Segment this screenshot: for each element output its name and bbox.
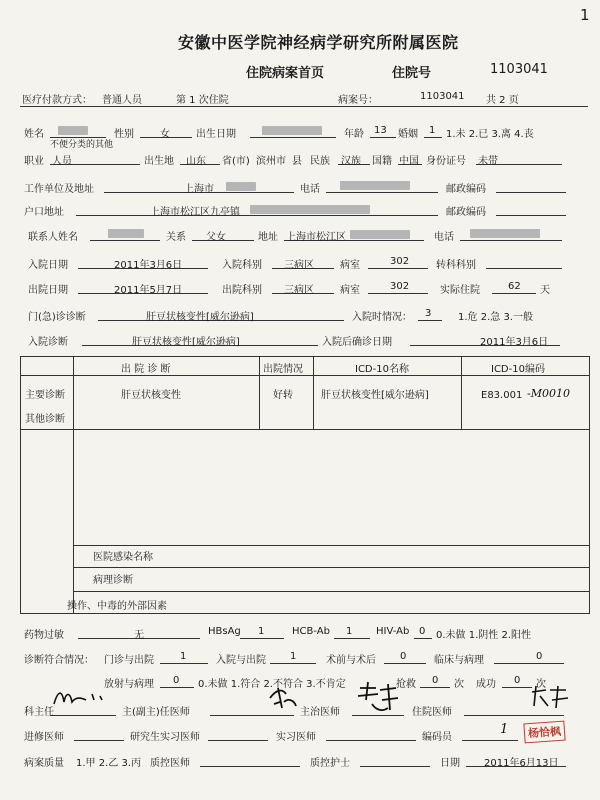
occupation-value: 人员: [52, 156, 72, 167]
attending-signature-icon: [354, 680, 406, 716]
age-value: 13: [374, 125, 387, 136]
table-vline-1: [73, 357, 74, 613]
resident-signature-icon: [528, 684, 572, 712]
confirm-date-value: 2011年3月6日: [480, 337, 549, 348]
diagnosis-match-label: 诊断符合情况：: [24, 655, 94, 666]
corner-page-mark: 1: [580, 6, 590, 24]
name-label: 姓名: [24, 129, 44, 140]
form-subtitle: 住院病案首页: [246, 66, 325, 81]
birthplace-county-suffix: 县: [292, 156, 302, 167]
discharge-dept-label: 出院科别: [222, 285, 262, 296]
qc-doctor-label: 质控医师: [150, 758, 190, 769]
record-quality-label: 病案质量: [24, 758, 64, 769]
hiv-ab-value: 0: [419, 626, 426, 637]
phone-label: 电话: [300, 184, 320, 195]
birthplace-county: 滨州市: [256, 156, 286, 167]
main-diagnosis-label: 主要诊断: [25, 390, 65, 401]
admission-condition-options: 1.危 2.急 3.一般: [458, 312, 533, 323]
name-redaction: [58, 126, 88, 135]
drug-allergy-label: 药物过敏: [24, 630, 64, 641]
hbsag-label: HBsAg: [208, 626, 241, 637]
external-cause-label: 操作、中毒的外部因素: [67, 601, 167, 612]
admission-room-label: 病室: [340, 260, 360, 271]
sex-label: 性别: [114, 129, 134, 140]
admission-number: 1103041: [490, 62, 548, 77]
admission-room-value: 302: [390, 256, 410, 267]
confirm-date-label: 入院后确诊日期: [322, 337, 392, 348]
main-diagnosis-icd-code: E83.001: [481, 390, 523, 401]
hcb-ab-label: HCB-Ab: [292, 626, 330, 637]
admission-dept-label: 入院科别: [222, 260, 262, 271]
chief-signature-icon: [266, 684, 300, 712]
clinic-pathology-match-value: 0: [536, 651, 543, 662]
coder-stamp: 杨恰枫: [523, 721, 565, 744]
main-diagnosis-status: 好转: [273, 390, 293, 401]
hospital-infection-label: 医院感染名称: [93, 552, 153, 563]
work-address-value: 上海市: [184, 184, 214, 195]
household-address-label: 户口地址: [24, 207, 64, 218]
surgery-match-label: 术前与术后: [326, 655, 376, 666]
household-address-value: 上海市松江区九亭镇: [150, 207, 240, 218]
coder-value: 1: [500, 722, 509, 737]
col-header-status: 出院情况: [263, 364, 303, 375]
table-external-divider: [73, 591, 589, 592]
in-discharge-match-label: 入院与出院: [216, 655, 266, 666]
contact-address-redaction: [350, 230, 410, 239]
postal-code-field: [496, 179, 566, 193]
occupation-label: 职业: [24, 156, 44, 167]
record-date-label: 日期: [440, 758, 460, 769]
nationality-label: 国籍: [372, 156, 392, 167]
sex-value: 女: [160, 129, 170, 140]
rescue-value: 0: [432, 675, 439, 686]
success-unit: 次: [536, 679, 546, 690]
main-diagnosis-icd-name: 肝豆状核变性[威尔逊病]: [321, 390, 429, 401]
admission-diagnosis-value: 肝豆状核变性[威尔逊病]: [132, 337, 240, 348]
household-address-redaction: [250, 205, 370, 214]
bleed-through-watermark: [130, 58, 139, 88]
col-header-icd-code: ICD-10编码: [491, 364, 545, 375]
work-address-redaction: [226, 182, 256, 191]
other-diagnosis-label: 其他诊断: [25, 414, 65, 425]
advanced-physician-label: 进修医师: [24, 732, 64, 743]
birth-date-label: 出生日期: [196, 129, 236, 140]
qc-nurse-field: [360, 753, 430, 767]
discharge-date-value: 2011年5月7日: [114, 285, 183, 296]
stay-days-label: 实际住院: [440, 285, 480, 296]
grad-intern-label: 研究生实习医师: [130, 732, 200, 743]
surgery-match-value: 0: [400, 651, 407, 662]
director-signature-icon: [52, 686, 118, 708]
admission-condition-value: 3: [425, 308, 432, 319]
coder-label: 编码员: [422, 732, 452, 743]
col-header-diagnosis: 出 院 诊 断: [121, 364, 171, 375]
pathology-diagnosis-label: 病理诊断: [93, 575, 133, 586]
lab-legend: 0.未做 1.阴性 2.阳性: [436, 630, 531, 641]
success-label: 成功: [476, 679, 496, 690]
case-number-label: 病案号：: [338, 95, 378, 106]
record-date-value: 2011年6月13日: [484, 758, 559, 769]
discharge-room-value: 302: [390, 281, 410, 292]
rescue-label: 抢救: [396, 679, 416, 690]
intern-physician-field: [326, 727, 416, 741]
id-number-value: 未带: [478, 156, 498, 167]
relation-label: 关系: [166, 232, 186, 243]
intern-physician-label: 实习医师: [276, 732, 316, 743]
stay-days-value: 62: [508, 281, 521, 292]
birthplace-province-suffix: 省(市): [222, 156, 250, 167]
marital-value: 1: [429, 125, 436, 136]
clinic-pathology-match-label: 临床与病理: [434, 655, 484, 666]
transfer-dept-field: [486, 255, 562, 269]
drug-allergy-value: 无: [134, 630, 144, 641]
op-discharge-match-value: 1: [180, 651, 187, 662]
hiv-ab-label: HIV-Ab: [376, 626, 410, 637]
contact-phone-label: 电话: [434, 232, 454, 243]
qc-doctor-field: [200, 753, 300, 767]
contact-address-value: 上海市松江区: [286, 232, 346, 243]
clinic-pathology-match-field: [494, 650, 564, 664]
in-discharge-match-value: 1: [290, 651, 297, 662]
discharge-diagnosis-table: [20, 356, 590, 614]
outpatient-diagnosis-value: 肝豆状核变性[威尔逊病]: [146, 312, 254, 323]
radiology-pathology-value: 0: [173, 675, 180, 686]
table-vline-3: [313, 357, 314, 429]
hospital-title: 安徽中医学院神经病学研究所附属医院: [178, 33, 459, 52]
household-postal-field: [496, 202, 566, 216]
attending-physician-label: 主治医师: [300, 707, 340, 718]
marital-other-note: 不便分类的其他: [50, 140, 114, 150]
table-vline-2: [259, 357, 260, 429]
hbsag-value: 1: [258, 626, 265, 637]
discharge-date-label: 出院日期: [28, 285, 68, 296]
success-value: 0: [514, 675, 521, 686]
record-quality-options: 1.甲 2.乙 3.丙: [76, 758, 141, 769]
table-infection-divider: [73, 545, 589, 546]
op-discharge-match-label: 门诊与出院: [104, 655, 154, 666]
coder-field: [462, 727, 518, 741]
admission-dept-value: 三病区: [284, 260, 314, 271]
outpatient-diagnosis-label: 门(急)诊诊断: [28, 312, 86, 323]
qc-nurse-label: 质控护士: [310, 758, 350, 769]
advanced-physician-field: [74, 727, 124, 741]
hcb-ab-value: 1: [346, 626, 353, 637]
marital-options: 1.未 2.已 3.离 4.丧: [446, 129, 534, 140]
ethnicity-value: 汉族: [341, 156, 361, 167]
age-label: 年龄: [344, 129, 364, 140]
page-count: 共 2 页: [486, 95, 519, 106]
postal-code-label: 邮政编码: [446, 184, 486, 195]
contact-name-label: 联系人姓名: [28, 232, 78, 243]
contact-address-label: 地址: [258, 232, 278, 243]
visit-count: 第 1 次住院: [176, 95, 229, 106]
birth-date-redaction: [262, 126, 322, 135]
discharge-room-label: 病室: [340, 285, 360, 296]
meta-divider: [20, 106, 588, 107]
stay-days-unit: 天: [540, 285, 550, 296]
resident-physician-label: 住院医师: [412, 707, 452, 718]
ethnicity-label: 民族: [310, 156, 330, 167]
admission-date-label: 入院日期: [28, 260, 68, 271]
transfer-dept-label: 转科科别: [436, 260, 476, 271]
rescue-unit: 次: [454, 679, 464, 690]
radiology-legend: 0.未做 1.符合 2.不符合 3.不肯定: [198, 679, 346, 690]
contact-phone-redaction: [470, 229, 540, 238]
table-header-divider: [21, 375, 589, 376]
admission-diagnosis-label: 入院诊断: [28, 337, 68, 348]
phone-redaction: [340, 181, 410, 190]
birthplace-province: 山东: [186, 156, 206, 167]
main-diagnosis-icd-handwritten: -M0010: [527, 387, 570, 400]
payment-label: 医疗付款方式：: [22, 95, 92, 106]
birthplace-label: 出生地: [144, 156, 174, 167]
payment-value: 普通人员: [102, 95, 142, 106]
table-vline-4: [461, 357, 462, 429]
case-number: 1103041: [420, 91, 465, 102]
table-main-divider: [21, 429, 589, 430]
id-number-label: 身份证号: [426, 156, 466, 167]
admission-number-label: 住院号: [392, 66, 432, 81]
admission-condition-label: 入院时情况：: [352, 312, 412, 323]
nationality-value: 中国: [399, 156, 419, 167]
chief-physician-label: 主(副主)任医师: [122, 707, 190, 718]
marital-label: 婚姻: [398, 129, 418, 140]
department-director-label: 科主任: [24, 707, 54, 718]
admission-date-value: 2011年3月6日: [114, 260, 183, 271]
relation-value: 父女: [206, 232, 226, 243]
radiology-pathology-label: 放射与病理: [104, 679, 154, 690]
main-diagnosis-value: 肝豆状核变性: [121, 390, 181, 401]
grad-intern-field: [208, 727, 268, 741]
work-address-label: 工作单位及地址: [24, 184, 94, 195]
contact-name-redaction: [108, 229, 144, 238]
col-header-icd-name: ICD-10名称: [355, 364, 409, 375]
discharge-dept-value: 三病区: [284, 285, 314, 296]
table-pathology-divider: [73, 567, 589, 568]
household-postal-label: 邮政编码: [446, 207, 486, 218]
